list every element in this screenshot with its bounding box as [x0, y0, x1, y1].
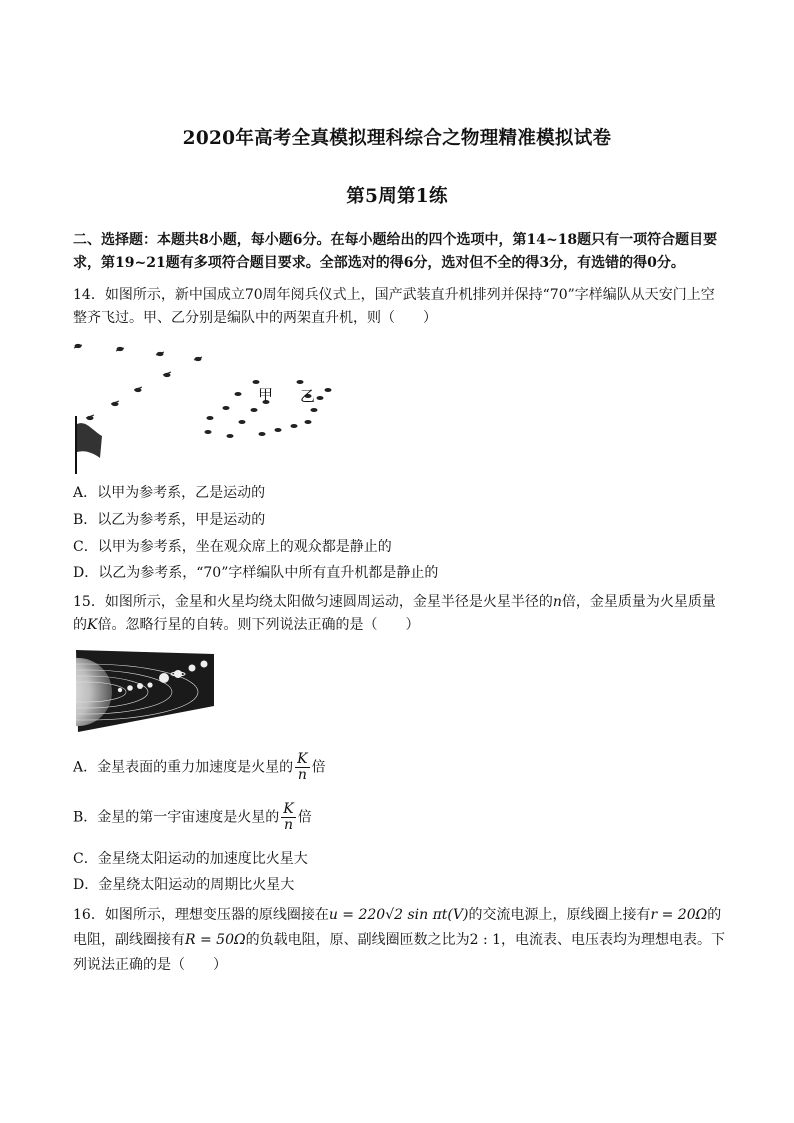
q14-stem: 14．如图所示，新中国成立70周年阅兵仪式上，国产武装直升机排列并保持“70”字样编队从天安门上空整齐飞过。甲、乙分别是编队中的两架直升机，则（ ） — [73, 287, 715, 326]
planet-icon — [159, 673, 169, 683]
helicopter-icon — [297, 381, 303, 384]
planet-icon — [201, 661, 208, 668]
helicopter-icon — [235, 393, 241, 396]
planet-icon — [118, 688, 122, 692]
q14-option-d: D．以乙为参考系，“70”字样编队中所有直升机都是静止的 — [73, 565, 439, 581]
formula-R: R = 50Ω — [185, 932, 246, 948]
helicopter-icon — [227, 435, 233, 438]
fig-label-yi: 乙 — [300, 387, 316, 405]
helicopter-icon — [253, 381, 259, 384]
helicopter-icon — [239, 421, 245, 424]
q15-stem: 15．如图所示，金星和火星均绕太阳做匀速圆周运动，金星半径是火星半径的n倍，金星质量为火星质量的K倍。忽略行星的自转。则下列说法正确的是（ ） — [73, 594, 716, 633]
helicopter-formation-figure — [70, 338, 350, 478]
helicopter-icon — [251, 409, 257, 412]
helicopter-icon — [194, 357, 202, 361]
page-subtitle: 第5周第1练 — [346, 186, 448, 207]
helicopter-icon — [305, 421, 311, 424]
fraction-k-over-n: $\frac{K}{n}$ — [283, 801, 294, 833]
helicopter-icon — [86, 415, 94, 420]
q14-option-c: C．以甲为参考系，坐在观众席上的观众都是静止的 — [73, 539, 392, 555]
q16-stem: 16．如图所示，理想变压器的原线圈接在u = 220√2 sin πt(V)的交流电源上，原线圈上接有r = 20Ω的电阻，副线圈接有R = 50Ω的负载电阻，原、副线圈匝数之比为2 : 1，电流表、电压表均为理想电表。下列说法正确的是（ ） — [73, 907, 726, 973]
fraction-k-over-n: $\frac{K}{n}$ — [297, 751, 308, 783]
q15-option-d: D．金星绕太阳运动的周期比火星大 — [73, 877, 295, 893]
planet-icon — [147, 682, 152, 687]
q15-option-b: B．金星的第一宇宙速度是火星的 $\frac{K}{n}$ 倍 — [73, 801, 312, 833]
helicopter-icon — [259, 433, 265, 436]
helicopter-icon — [156, 352, 164, 356]
helicopter-icon — [325, 389, 331, 392]
planet-icon — [174, 670, 182, 678]
planet-icon — [137, 683, 143, 689]
helicopter-icon — [74, 344, 82, 348]
helicopter-icon — [291, 425, 297, 428]
helicopter-icon — [207, 417, 213, 420]
formula-u: u = 220√2 sin πt(V) — [328, 907, 469, 923]
helicopter-icon — [205, 431, 211, 434]
helicopter-icon — [311, 409, 317, 412]
q15-option-c: C．金星绕太阳运动的加速度比火星大 — [73, 851, 308, 867]
flag-icon — [76, 416, 102, 474]
helicopter-icon — [163, 372, 171, 377]
q14-option-a: A．以甲为参考系，乙是运动的 — [73, 485, 266, 501]
helicopter-icon — [116, 347, 124, 351]
page-title: 2020年高考全真模拟理科综合之物理精准模拟试卷 — [182, 128, 612, 149]
q14-option-b: B．以乙为参考系，甲是运动的 — [73, 512, 266, 528]
section-header: 二、选择题：本题共8小题，每小题6分。在每小题给出的四个选项中，第14~18题只有一项符合题目要求，第19~21题有多项符合题目要求。全部选对的得6分，选对但不全的得3分，有选错的得0分。 — [73, 232, 718, 271]
helicopter-icon — [223, 407, 229, 410]
helicopter-icon — [134, 387, 142, 392]
helicopter-icon — [275, 429, 281, 432]
fig-label-jia: 甲 — [258, 386, 274, 404]
helicopter-icon — [317, 397, 323, 400]
planet-icon — [189, 665, 196, 672]
formula-r: r = 20Ω — [650, 907, 708, 923]
solar-system-figure — [76, 650, 216, 732]
q15-option-a: A．金星表面的重力加速度是火星的 $\frac{K}{n}$ 倍 — [73, 751, 326, 783]
formula-ratio: 2 : 1 — [469, 932, 502, 948]
helicopter-icon — [111, 401, 119, 406]
planet-icon — [127, 685, 133, 691]
